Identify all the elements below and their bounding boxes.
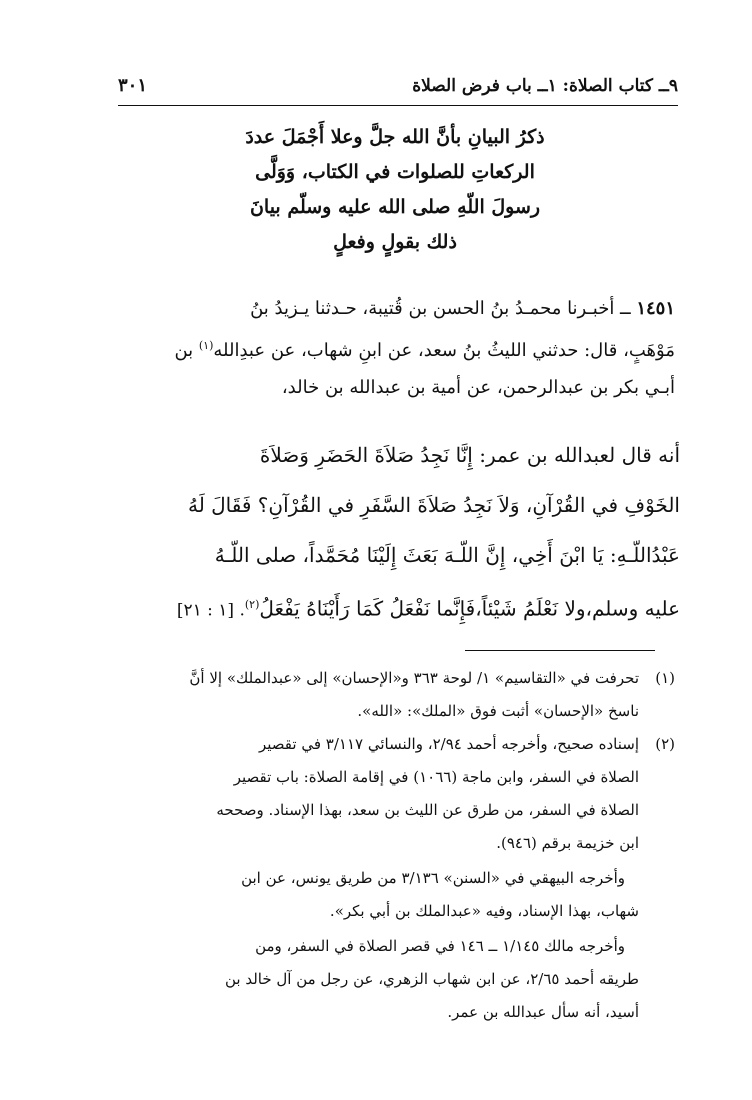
footnote-2-paragraph-3 xyxy=(115,930,675,1029)
footnote-line: ناسخ «الإحسان» أثبت فوق «الملك»: «الله». xyxy=(357,702,639,720)
matn-line: الخَوْفِ في القُرْآنِ، وَلاَ نَجِدُ صَلاَةَ السَّفَرِ في القُرْآنِ؟ فَقَالَ لَهُ xyxy=(187,493,680,517)
footnote-line: ابن خزيمة برقم (٩٤٦). xyxy=(496,834,639,852)
footnotes xyxy=(115,662,675,1029)
footnote-line: تحرفت في «التقاسيم» ١/ لوحة ٣٦٣ و«الإحسان» إلى «عبدالملك» إلا أنَّ xyxy=(189,669,639,687)
isnad-text: بن xyxy=(174,340,199,361)
footnote-body xyxy=(115,728,639,860)
footnote-separator xyxy=(465,650,655,651)
heading-line: رسولَ اللّهِ صلى الله عليه وسلّم بيانَ xyxy=(249,196,541,218)
footnote-line: طريقه أحمد ٢/٦٥، عن ابن شهاب الزهري، عن رجل من آل خالد بن xyxy=(224,970,639,988)
isnad-line: أبـي بكر بن عبدالرحمن، عن أمية بن عبدالله بن خالد، xyxy=(281,377,675,398)
matn-line: أنه قال لعبدالله بن عمر: إِنَّا نَجِدُ صَلاَةَ الحَضَرِ وَصَلاَةَ xyxy=(259,443,680,467)
isnad-text: ــ أخبـرنا محمـدُ بنُ الحسن بن قُتيبة، حـدثنا يـزيدُ بنُ xyxy=(250,298,631,319)
footnote-mark: (١) xyxy=(655,669,675,687)
footnote-ref: (١) xyxy=(198,339,214,352)
running-title: ٩ــ كتاب الصلاة: ١ــ باب فرض الصلاة xyxy=(412,75,678,96)
chapter-heading xyxy=(230,120,560,260)
isnad-text: مَوْهَبٍ، قال: حدثني الليثُ بنُ سعد، عن ابنِ شهاب، عن عبدِالله xyxy=(213,340,675,361)
matn-line xyxy=(125,580,680,636)
footnote-line: شهاب، بهذا الإسناد، وفيه «عبدالملك بن أبي بكر». xyxy=(329,902,639,920)
footnote-line: الصلاة في السفر، من طرق عن الليث بن سعد، بهذا الإسناد. وصححه xyxy=(216,801,639,819)
hadith-matn xyxy=(125,430,680,636)
matn-text: عليه وسلم،ولا نَعْلَمُ شَيْئاً،فَإِنَّما نَفْعَلُ كَمَا رَأَيْنَاهُ يَفْعَلُ xyxy=(259,596,680,621)
heading-line: الركعاتِ للصلوات في الكتاب، وَوَلَّى xyxy=(255,161,535,183)
footnote-line: أسيد، أنه سأل عبدالله بن عمر. xyxy=(447,1003,639,1021)
page-header xyxy=(118,72,678,106)
isnad-line xyxy=(125,290,675,327)
isnad-line xyxy=(125,327,675,369)
hadith-number: ١٤٥١ xyxy=(636,298,675,319)
hadith-reference: . [١ : ٢١] xyxy=(176,600,245,621)
footnote-2 xyxy=(115,728,675,860)
heading-line: ذكرُ البيانِ بأنَّ الله جلَّ وعلا أَجْمَلَ عددَ xyxy=(245,126,545,148)
footnote-2-paragraph-2 xyxy=(115,862,675,928)
footnote-line: وأخرجه البيهقي في «السنن» ٣/١٣٦ من طريق يونس، عن ابن xyxy=(241,869,625,887)
heading-line: ذلك بقولٍ وفعلٍ xyxy=(333,231,457,253)
footnote-mark: (٢) xyxy=(655,735,675,753)
hadith-isnad xyxy=(125,290,675,406)
matn-line: عَبْدُاللّـهِ: يَا ابْنَ أَخِي، إِنَّ اللّـهَ بَعَثَ إِلَيْنَا مُحَمَّداً، صلى اللّـهُ xyxy=(214,543,680,567)
page-number: ٣٠١ xyxy=(118,75,148,96)
footnote-ref: (٢) xyxy=(244,598,260,611)
footnote-line: الصلاة في السفر، وابن ماجة (١٠٦٦) في إقامة الصلاة: باب تقصير xyxy=(233,768,639,786)
footnote-1 xyxy=(115,662,675,728)
footnote-line: وأخرجه مالك ١/١٤٥ ــ ١٤٦ في قصر الصلاة في السفر، ومن xyxy=(255,937,625,955)
footnote-body xyxy=(115,662,639,728)
footnote-line: إسناده صحيح، وأخرجه أحمد ٢/٩٤، والنسائي ٣/١١٧ في تقصير xyxy=(258,735,639,753)
